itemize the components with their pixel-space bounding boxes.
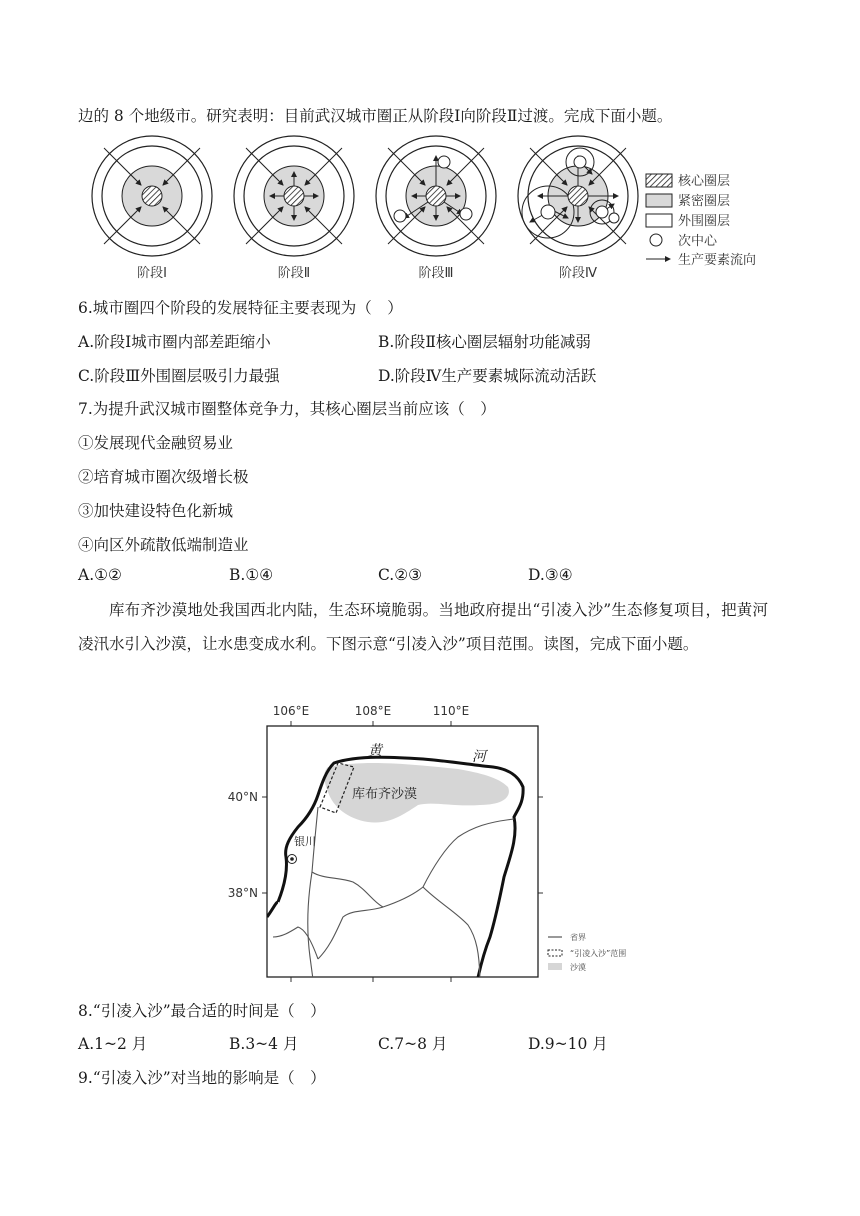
legend-subcenter: 次中心: [678, 234, 718, 249]
city-circle-stage-figure: [80, 134, 780, 284]
stage-legend: [646, 173, 756, 268]
legend-close: 紧密圈层: [678, 194, 731, 209]
stage-label-3: 阶段Ⅲ: [418, 266, 454, 281]
map-legend: [548, 932, 626, 972]
q7-option-d[interactable]: D.③④: [528, 566, 573, 584]
q6-option-a[interactable]: A.阶段Ⅰ城市圈内部差距缩小: [78, 333, 271, 351]
lon-label-106: 106°E: [272, 704, 310, 718]
lat-label-38: 38°N: [227, 886, 258, 900]
q7-stem: 7.为提升武汉城市圈整体竞争力，其核心圈层当前应该（ ）: [78, 400, 496, 418]
map-legend-range: “引凌入沙”范围: [570, 949, 627, 958]
legend-flow: 生产要素流向: [678, 253, 757, 268]
legend-outer: 外围圈层: [678, 214, 731, 229]
passage-text: 库布齐沙漠地处我国西北内陆，生态环境脆弱。当地政府提出“引凌入沙”生态修复项目，把黄河凌汛水引入沙漠，让水患变成水利。下图示意“引凌入沙”项目范围。读图，完成下面小题。: [78, 601, 768, 653]
map-legend-desert: 沙漠: [570, 963, 586, 972]
stage-label-4: 阶段Ⅳ: [559, 266, 597, 281]
map-legend-border: 省界: [570, 933, 586, 942]
stage-2-diagram: [234, 136, 354, 256]
q8-stem: 8.“引凌入沙”最合适的时间是（ ）: [78, 1002, 326, 1020]
lon-label-108: 108°E: [354, 704, 392, 718]
q8-option-c[interactable]: C.7~8 月: [378, 1035, 448, 1053]
stage-label-1: 阶段Ⅰ: [137, 266, 167, 281]
q8-option-d[interactable]: D.9~10 月: [528, 1035, 608, 1053]
q7-item-1: ①发展现代金融贸易业: [78, 434, 234, 452]
city-label-yinchuan: 银川: [294, 835, 316, 848]
q6-option-b[interactable]: B.阶段Ⅱ核心圈层辐射功能减弱: [378, 333, 591, 351]
stage-label-2: 阶段Ⅱ: [277, 266, 311, 281]
q7-option-c[interactable]: C.②③: [378, 566, 423, 584]
desert-label: 库布齐沙漠: [352, 787, 418, 802]
q6-stem: 6.城市圈四个阶段的发展特征主要表现为（ ）: [78, 299, 403, 317]
q7-item-4: ④向区外疏散低端制造业: [78, 536, 249, 554]
stage-1-diagram: [92, 136, 212, 256]
q6-option-c[interactable]: C.阶段Ⅲ外围圈层吸引力最强: [78, 367, 280, 385]
river-char-he: 河: [472, 749, 486, 765]
yinlingrusha-map: [218, 697, 638, 987]
lon-label-110: 110°E: [432, 704, 470, 718]
q7-option-a[interactable]: A.①②: [78, 566, 122, 584]
q7-item-3: ③加快建设特色化新城: [78, 502, 234, 520]
q7-item-2: ②培育城市圈次级增长极: [78, 468, 249, 486]
q9-stem: 9.“引凌入沙”对当地的影响是（ ）: [78, 1069, 326, 1087]
stage-4-diagram: [518, 136, 638, 256]
q8-option-a[interactable]: A.1~2 月: [78, 1035, 148, 1053]
intro-text: 边的 8 个地级市。研究表明：目前武汉城市圈正从阶段Ⅰ向阶段Ⅱ过渡。完成下面小题。: [78, 107, 673, 125]
legend-core: 核心圈层: [678, 174, 731, 189]
q8-option-b[interactable]: B.3~4 月: [229, 1035, 299, 1053]
river-char-huang: 黄: [368, 743, 382, 759]
q7-option-b[interactable]: B.①④: [229, 566, 274, 584]
lat-label-40: 40°N: [227, 790, 258, 804]
q6-option-d[interactable]: D.阶段Ⅳ生产要素城际流动活跃: [378, 367, 597, 385]
stage-3-diagram: [376, 136, 496, 256]
